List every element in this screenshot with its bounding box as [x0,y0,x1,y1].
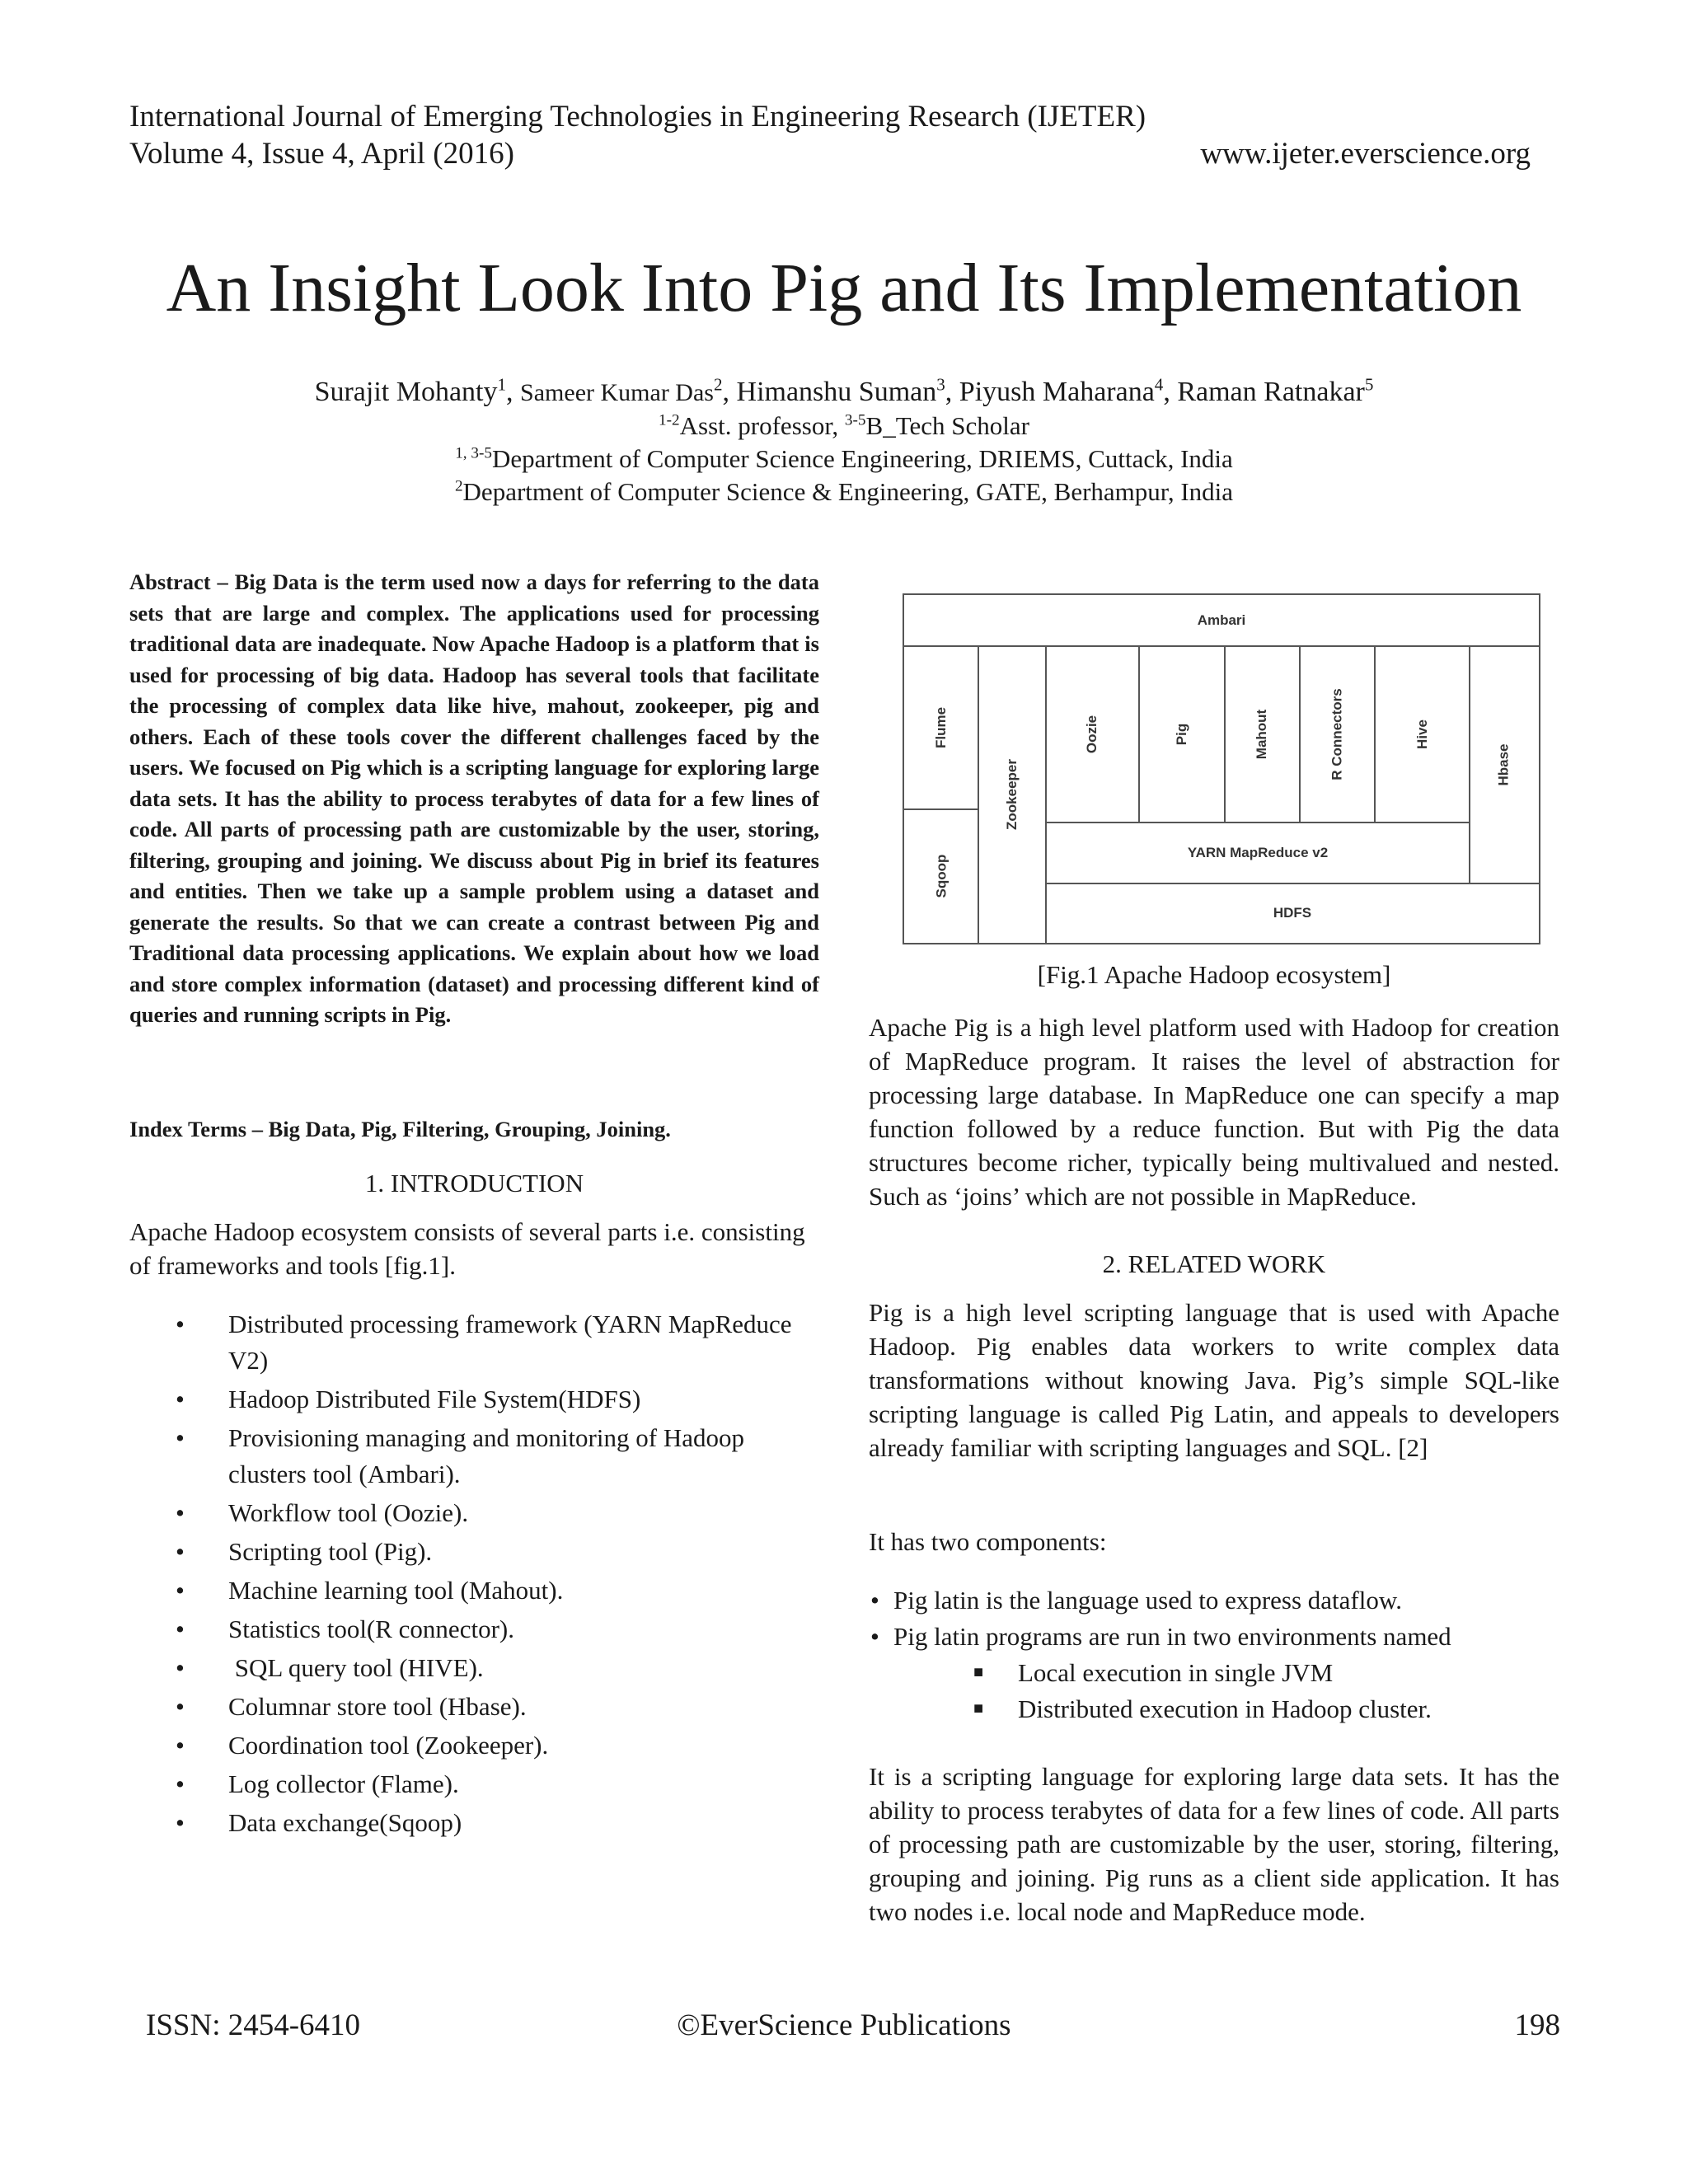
list-item [129,1650,819,1686]
affiliation-2-text: Department of Computer Science & Engineering, GATE, Berhampur, India [462,477,1234,506]
list-item-text: Log collector (Flame). [228,1769,459,1798]
list-item [129,1306,819,1379]
list-item-text: Columnar store tool (Hbase). [228,1692,527,1721]
bullet-icon: • [176,1576,185,1605]
bullet-icon: • [176,1808,185,1837]
affiliation-1-sup: 1, 3-5 [455,444,493,462]
author-list: Surajit Mohanty$^1$, Sameer Kumar Das$^2$, Himanshu Suman$^3$, Piyush Maharana$^4$, Raman Ratnakar$^5$ [314,374,1374,407]
affiliation-2 [0,476,1688,508]
author-4: Piyush Maharana [959,377,1155,407]
list-item-text: Coordination tool (Zookeeper). [228,1731,549,1760]
affiliation-1 [0,443,1688,475]
r-connectors-label: R Connectors [1329,688,1345,780]
list-item [129,1805,819,1841]
ecosystem-list [129,1306,819,1844]
bullet-icon: • [176,1769,185,1798]
mahout-label: Mahout [1254,709,1270,760]
hadoop-ecosystem-diagram [903,593,1540,944]
components-intro: It has two components: [869,1527,1107,1556]
list-item-text: Pig latin is the language used to express dataflow. [893,1586,1402,1615]
related-work-paragraph: Pig is a high level scripting language that is used with Apache Hadoop. Pig enables data workers to write complex data transformations without knowing Java. Pig’s simple SQL-like scripting language is called Pig Latin, and appeals to developers already familiar with scripting languages and SQL. [2] [869,1298,1559,1462]
list-item [129,1727,819,1764]
intro-paragraph: Apache Hadoop ecosystem consists of several parts i.e. consisting of frameworks and tools [fig.1]. [129,1217,805,1280]
affiliation-1-text: Department of Computer Science Engineering, DRIEMS, Cuttack, India [492,444,1233,473]
sqoop-label: Sqoop [932,854,949,898]
author-roles [0,410,1688,442]
flume-box [904,645,979,810]
list-item-text: Pig latin programs are run in two environments named [893,1622,1451,1651]
hbase-box [1469,645,1539,884]
hive-label: Hive [1414,719,1430,749]
sqoop-box [904,808,979,943]
list-item-text: Machine learning tool (Mahout). [228,1576,564,1605]
journal-volume-line [129,136,1531,172]
list-item [129,1689,819,1725]
bullet-icon: • [176,1537,185,1566]
list-item [129,1766,819,1802]
list-item [129,1611,819,1647]
r-connectors-box [1299,645,1376,823]
intro-heading: 1. INTRODUCTION [364,1169,584,1197]
list-item-text: Scripting tool (Pig). [228,1537,433,1566]
author-3-sup: 3 [936,374,945,395]
abstract: Abstract – Big Data is the term used now a days for referring to the data sets that are large and complex. The applications used for processing traditional data are inadequate. Now Apache Hadoop is a platform that is used for processing of big data. Hadoop has several tools that facilitate the processing of complex data like hive, mahout, zookeeper, pig and others. Each of these tools cover the different challenges faced by the users. We focused on Pig which is a scripting language for exploring large data sets. It has the ability to process terabytes of data for a few lines of code. All parts of processing path are customizable by the user, storing, filtering, grouping and joining. We discuss about Pig in brief its features and entities. Then we take up a sample problem using a dataset and generate the results. So that we can create a contrast between Pig and Traditional data processing applications. We explain about how we load and store complex information (dataset) and processing different kind of queries and running scripts in Pig. [129,569,819,1027]
author-2-sup: 2 [713,374,723,395]
zookeeper-box [978,645,1047,943]
author-5-sup: 5 [1364,374,1374,395]
bullet-icon: • [176,1423,185,1452]
author-3: Himanshu Suman [736,377,937,407]
list-item [129,1381,819,1418]
bullet-icon: • [870,1586,879,1615]
roles-2: B_Tech Scholar [865,411,1029,440]
pig-label: Pig [1173,723,1189,746]
list-item-text: Provisioning managing and monitoring of Hadoop clusters tool (Ambari). [228,1423,744,1488]
list-item-text: Workflow tool (Oozie). [228,1498,469,1527]
yarn-box [1045,822,1470,884]
list-item [869,1619,1559,1655]
pig-scripting-paragraph: It is a scripting language for exploring large data sets. It has the ability to process terabytes of data for a few lines of code. All parts of processing path are customizable by the user, storing, filtering, grouping and joining. Pig runs as a client side application. It has two nodes i.e. local node and MapReduce mode. [869,1762,1559,1926]
list-item-text: Distributed processing framework (YARN MapReduce V2) [228,1310,792,1375]
ambari-label: Ambari [1197,612,1246,628]
page-number: 198 [1514,2008,1560,2042]
pig-box [1138,645,1226,823]
bullet-icon: • [870,1622,879,1651]
hdfs-label: HDFS [1273,905,1312,921]
journal-volume: Volume 4, Issue 4, April (2016) [129,137,514,171]
list-item-text: Hadoop Distributed File System(HDFS) [228,1385,641,1413]
footer-publisher: ©EverScience Publications [677,2008,1011,2042]
journal-name: International Journal of Emerging Technologies in Engineering Research (IJETER) [129,100,1146,134]
bullet-icon: • [176,1310,185,1338]
list-item-text: Statistics tool(R connector). [228,1615,514,1643]
bullet-icon: • [176,1498,185,1527]
author-1-sup: 1 [497,374,507,395]
components-list [869,1582,1559,1727]
list-item [129,1420,819,1493]
bullet-icon: • [176,1692,185,1721]
footer-issn: ISSN: 2454-6410 [146,2008,361,2042]
bullet-icon: • [176,1653,185,1682]
flume-label: Flume [933,706,949,749]
list-item-text: Data exchange(Sqoop) [228,1808,462,1837]
paper-title: An Insight Look Into Pig and Its Implementation [166,250,1522,326]
sub-list-item [869,1691,1559,1727]
sub-list-item [869,1655,1559,1691]
author-2: Sameer Kumar Das [520,379,714,406]
roles-sup-2: 3-5 [844,411,866,429]
sub-list-item-text: Distributed execution in Hadoop cluster. [1018,1694,1432,1723]
author-5: Raman Ratnakar [1177,377,1365,407]
sub-list-item-text: Local execution in single JVM [1018,1658,1334,1687]
oozie-box [1045,645,1140,823]
hive-box [1374,645,1470,823]
roles-sup-1: 1-2 [659,411,680,429]
author-4-sup: 4 [1154,374,1164,395]
hdfs-box [1045,883,1539,943]
bullet-icon: • [176,1385,185,1413]
square-bullet-icon: ■ [973,1699,984,1718]
bullet-icon: • [176,1731,185,1760]
hbase-label: Hbase [1496,743,1512,786]
yarn-label: YARN MapReduce v2 [1187,845,1329,860]
roles-1: Asst. professor, [679,411,845,440]
list-item [129,1495,819,1531]
author-1: Surajit Mohanty [314,377,498,407]
index-terms: Index Terms – Big Data, Pig, Filtering, Grouping, Joining. [129,1117,671,1141]
affiliation-2-sup: 2 [454,477,463,495]
list-item [129,1534,819,1570]
pig-overview-paragraph: Apache Pig is a high level platform used with Hadoop for creation of MapReduce program. It raises the level of abstraction for processing large database. In MapReduce one can specify a map function followed by a reduce function. But with Pig the data structures become richer, typically being multivalued and nested. Such as ‘joins’ which are not possible in MapReduce. [869,1013,1559,1211]
journal-url: www.ijeter.everscience.org [1200,137,1531,171]
ambari-box [904,595,1539,647]
list-item-text: SQL query tool (HIVE). [228,1653,484,1682]
bullet-icon: • [176,1615,185,1643]
oozie-label: Oozie [1084,715,1100,754]
list-item [129,1572,819,1609]
related-work-heading: 2. RELATED WORK [1102,1249,1326,1278]
list-item [869,1582,1559,1619]
figure-caption: [Fig.1 Apache Hadoop ecosystem] [1037,960,1391,989]
square-bullet-icon: ■ [973,1663,984,1681]
mahout-box [1224,645,1301,823]
zookeeper-label: Zookeeper [1004,759,1020,830]
